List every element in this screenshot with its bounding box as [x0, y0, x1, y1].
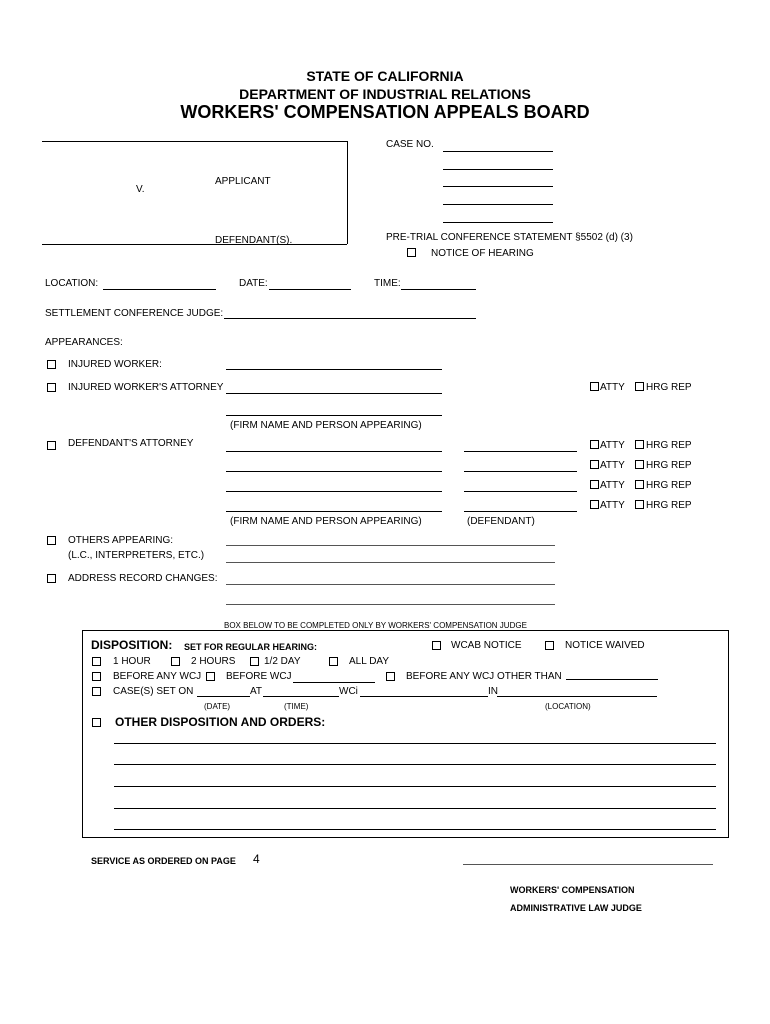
statement-label: PRE-TRIAL CONFERENCE STATEMENT §5502 (d) (3): [386, 232, 633, 243]
judge-title-line-2: ADMINISTRATIVE LAW JUDGE: [510, 903, 642, 913]
two-hours-label: 2 HOURS: [191, 656, 236, 667]
defendant-field-4[interactable]: [464, 511, 577, 512]
defendant-field-2[interactable]: [464, 471, 577, 472]
versus-label: V.: [136, 184, 145, 195]
before-any-wcj-checkbox[interactable]: [92, 672, 101, 681]
date-label: DATE:: [239, 278, 268, 289]
half-day-label: 1/2 DAY: [264, 656, 301, 667]
wcab-notice-checkbox[interactable]: [432, 641, 441, 650]
def-firm-field-2[interactable]: [226, 471, 442, 472]
time-hint: (TIME): [284, 702, 309, 711]
others-appearing-checkbox[interactable]: [47, 536, 56, 545]
def-hrg-rep-checkbox-3[interactable]: [635, 480, 644, 489]
address-field-1[interactable]: [226, 584, 555, 585]
caption-top-line: [42, 141, 347, 142]
iw-attorney-checkbox[interactable]: [47, 383, 56, 392]
def-hrg-rep-label-2: HRG REP: [646, 460, 692, 471]
cases-set-on-checkbox[interactable]: [92, 687, 101, 696]
before-wcj-field[interactable]: [293, 682, 375, 683]
before-any-wcj-label: BEFORE ANY WCJ: [113, 671, 202, 682]
location-hint: (LOCATION): [545, 702, 591, 711]
iw-attorney-label: INJURED WORKER'S ATTORNEY: [68, 382, 224, 393]
state-title: STATE OF CALIFORNIA: [306, 68, 464, 84]
before-other-field[interactable]: [566, 679, 658, 680]
notice-of-hearing-checkbox[interactable]: [407, 248, 416, 257]
case-no-line-3[interactable]: [443, 186, 553, 187]
at-label: AT: [250, 686, 263, 697]
case-no-line-4[interactable]: [443, 204, 553, 205]
time-field[interactable]: [401, 289, 476, 290]
disposition-title: DISPOSITION:: [91, 638, 173, 652]
address-field-2[interactable]: [226, 604, 555, 605]
def-firm-hint: (FIRM NAME AND PERSON APPEARING): [230, 516, 422, 527]
def-atty-checkbox-4[interactable]: [590, 500, 599, 509]
before-other-checkbox[interactable]: [386, 672, 395, 681]
case-no-line-5[interactable]: [443, 222, 553, 223]
others-appearing-detail: (L.C., INTERPRETERS, ETC.): [68, 550, 205, 561]
others-field-2[interactable]: [226, 562, 555, 563]
judge-label: SETTLEMENT CONFERENCE JUDGE:: [45, 308, 224, 319]
date-field[interactable]: [269, 289, 351, 290]
caption-bottom-line: [42, 244, 347, 245]
def-hrg-rep-label-3: HRG REP: [646, 480, 692, 491]
def-atty-checkbox-2[interactable]: [590, 460, 599, 469]
address-changes-checkbox[interactable]: [47, 574, 56, 583]
def-atty-label-3: ATTY: [600, 480, 625, 491]
judge-title-line-1: WORKERS' COMPENSATION: [510, 885, 635, 895]
cases-location-field[interactable]: [497, 696, 657, 697]
case-no-line-1[interactable]: [443, 151, 553, 152]
caption-right-line: [347, 141, 348, 244]
all-day-checkbox[interactable]: [329, 657, 338, 666]
injured-worker-checkbox[interactable]: [47, 360, 56, 369]
def-hrg-rep-checkbox-1[interactable]: [635, 440, 644, 449]
cases-date-field[interactable]: [197, 696, 250, 697]
signature-line[interactable]: [463, 864, 713, 865]
def-firm-field-3[interactable]: [226, 491, 442, 492]
def-hrg-rep-checkbox-4[interactable]: [635, 500, 644, 509]
notice-of-hearing-label: NOTICE OF HEARING: [431, 248, 534, 259]
wcab-notice-label: WCAB NOTICE: [451, 640, 522, 651]
defendant-field-3[interactable]: [464, 491, 577, 492]
iw-atty-checkbox[interactable]: [590, 382, 599, 391]
case-no-line-2[interactable]: [443, 169, 553, 170]
def-firm-field-1[interactable]: [226, 451, 442, 452]
date-hint: (DATE): [204, 702, 231, 711]
defendant-field-1[interactable]: [464, 451, 577, 452]
half-day-checkbox[interactable]: [250, 657, 259, 666]
def-atty-checkbox-1[interactable]: [590, 440, 599, 449]
before-wcj-label: BEFORE WCJ: [226, 671, 292, 682]
def-atty-label-1: ATTY: [600, 440, 625, 451]
in-label: IN: [488, 686, 498, 697]
other-disposition-checkbox[interactable]: [92, 718, 101, 727]
location-label: LOCATION:: [45, 278, 99, 289]
def-hrg-rep-label-1: HRG REP: [646, 440, 692, 451]
others-appearing-label: OTHERS APPEARING:: [68, 535, 174, 546]
wci-label: WCi: [339, 686, 358, 697]
two-hours-checkbox[interactable]: [171, 657, 180, 666]
appearances-title: APPEARANCES:: [45, 337, 123, 348]
orders-line-2[interactable]: [114, 764, 716, 765]
one-hour-label: 1 HOUR: [113, 656, 151, 667]
cases-time-field[interactable]: [263, 696, 339, 697]
service-page-number: 4: [253, 852, 260, 866]
iw-hrg-rep-label: HRG REP: [646, 382, 692, 393]
injured-worker-label: INJURED WORKER:: [68, 359, 162, 370]
notice-waived-label: NOTICE WAIVED: [565, 640, 645, 651]
iw-firm-field[interactable]: [226, 415, 442, 416]
orders-line-4[interactable]: [114, 808, 716, 809]
time-label: TIME:: [374, 278, 401, 289]
one-hour-checkbox[interactable]: [92, 657, 101, 666]
all-day-label: ALL DAY: [349, 656, 390, 667]
address-changes-label: ADDRESS RECORD CHANGES:: [68, 573, 218, 584]
iw-attorney-field[interactable]: [226, 393, 442, 394]
other-disposition-title: OTHER DISPOSITION AND ORDERS:: [115, 715, 326, 729]
service-label: SERVICE AS ORDERED ON PAGE: [91, 856, 236, 866]
def-hrg-rep-checkbox-2[interactable]: [635, 460, 644, 469]
orders-line-1[interactable]: [114, 743, 716, 744]
defendant-hint: (DEFENDANT): [467, 516, 535, 527]
board-title: WORKERS' COMPENSATION APPEALS BOARD: [180, 102, 590, 122]
iw-atty-label: ATTY: [600, 382, 625, 393]
orders-line-3[interactable]: [114, 786, 716, 787]
location-field[interactable]: [103, 289, 216, 290]
def-atty-checkbox-3[interactable]: [590, 480, 599, 489]
judge-box-note: BOX BELOW TO BE COMPLETED ONLY BY WORKERS' COMPENSATION JUDGE: [224, 621, 527, 630]
judge-field[interactable]: [224, 318, 476, 319]
def-attorney-checkbox[interactable]: [47, 441, 56, 450]
orders-line-5[interactable]: [114, 829, 716, 830]
applicant-label: APPLICANT: [215, 176, 271, 187]
def-firm-field-4[interactable]: [226, 511, 442, 512]
iw-firm-hint: (FIRM NAME AND PERSON APPEARING): [230, 420, 422, 431]
def-attorney-label: DEFENDANT'S ATTORNEY: [68, 438, 194, 449]
before-other-label: BEFORE ANY WCJ OTHER THAN: [406, 671, 562, 682]
injured-worker-field[interactable]: [226, 369, 442, 370]
def-atty-label-4: ATTY: [600, 500, 625, 511]
department-title: DEPARTMENT OF INDUSTRIAL RELATIONS: [239, 86, 531, 102]
def-hrg-rep-label-4: HRG REP: [646, 500, 692, 511]
set-regular-label: SET FOR REGULAR HEARING:: [184, 642, 318, 652]
def-atty-label-2: ATTY: [600, 460, 625, 471]
notice-waived-checkbox[interactable]: [545, 641, 554, 650]
cases-wci-field[interactable]: [360, 696, 488, 697]
others-field-1[interactable]: [226, 545, 555, 546]
defendants-label: DEFENDANT(S).: [215, 235, 293, 246]
cases-set-on-label: CASE(S) SET ON: [113, 686, 194, 697]
before-wcj-checkbox[interactable]: [206, 672, 215, 681]
iw-hrg-rep-checkbox[interactable]: [635, 382, 644, 391]
case-no-label: CASE NO.: [386, 139, 434, 150]
